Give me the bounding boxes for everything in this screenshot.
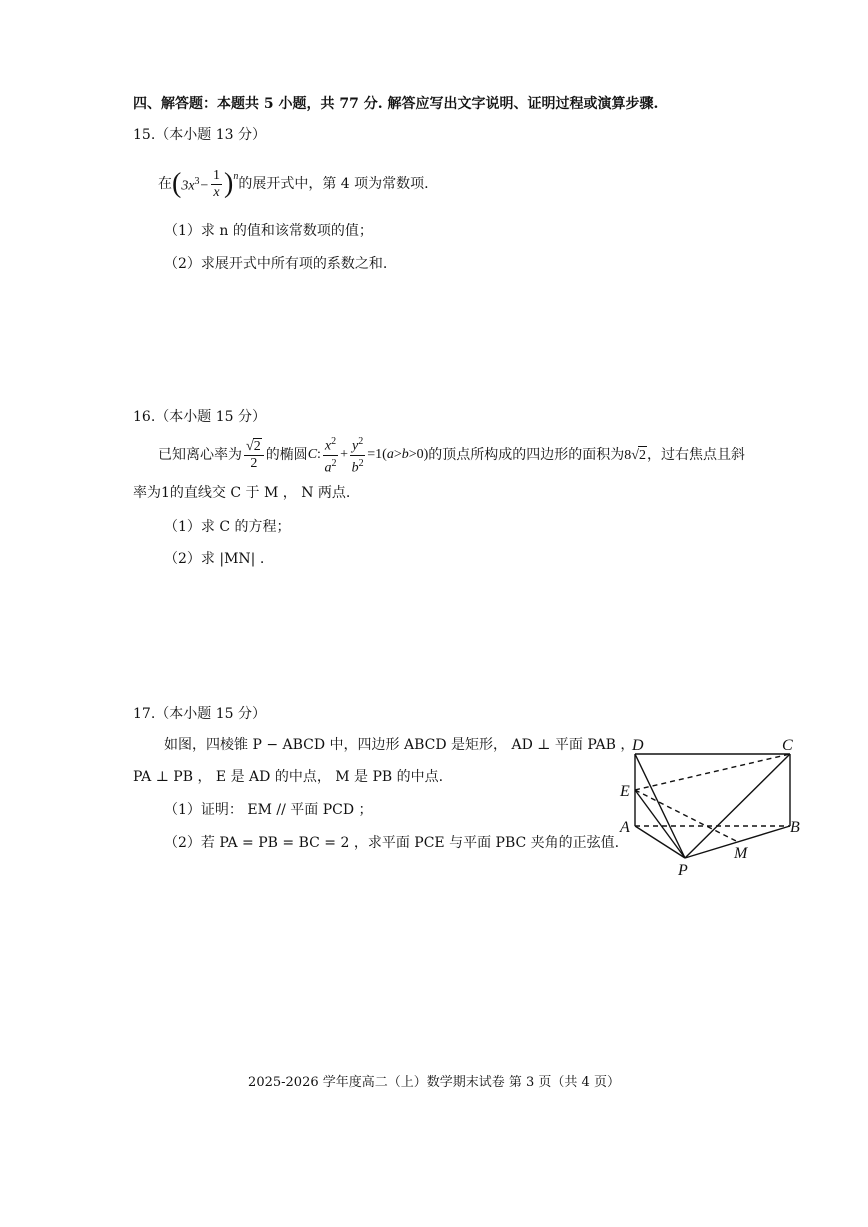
section-heading: 四、解答题：本题共 5 小题，共 77 分. 解答应写出文字说明、证明过程或演算步骤.	[133, 96, 659, 112]
segment-ec	[635, 754, 790, 790]
problem-16-header: 16.（本小题 15 分）	[133, 409, 266, 425]
ellipse-equation: C : $\frac{x^2}{a^2}$ + $\frac{y^2}{b^2}$ =1( a > b >0)	[307, 435, 429, 476]
problem-15-header: 15.（本小题 13 分）	[133, 127, 266, 143]
label-p: P	[678, 862, 688, 879]
label-c: C	[782, 737, 793, 754]
problem-17-header: 17.（本小题 15 分）	[133, 706, 266, 722]
pyramid-figure	[610, 732, 810, 882]
label-a: A	[620, 819, 630, 836]
problem-16-text-a: 已知离心率为	[158, 447, 242, 463]
problem-15-stem-prefix: 在	[158, 176, 172, 192]
problem-17-stem-line-2: PA ⊥ PB ， E 是 AD 的中点， M 是 PB 的中点.	[133, 769, 444, 785]
problem-17-part-1: （1）证明： EM // 平面 PCD ；	[164, 802, 373, 818]
problem-16-text-c: 的顶点所构成的四边形的面积为	[428, 447, 625, 463]
problem-15-part-1: （1）求 n 的值和该常数项的值；	[164, 223, 373, 239]
segment-ep	[635, 790, 685, 858]
segment-em	[635, 790, 738, 842]
problem-16-text-b: 的椭圆	[265, 447, 308, 463]
label-e: E	[620, 783, 630, 800]
eccentricity-value: $\frac{√2}{2}$	[244, 438, 264, 472]
problem-16-part-1: （1）求 C 的方程；	[164, 519, 291, 535]
label-m: M	[734, 845, 748, 862]
problem-15-stem	[158, 164, 429, 204]
problem-17-part-2: （2）若 PA = PB = BC = 2 ，求平面 PCE 与平面 PBC 夹角的正弦值.	[164, 835, 620, 851]
label-d: D	[632, 737, 644, 754]
problem-16-part-2: （2）求 |MN| .	[164, 551, 265, 567]
problem-16-stem-line-2: 率为1的直线交 C 于 M ， N 两点.	[133, 485, 351, 501]
problem-16-text-d: ，过右焦点且斜	[646, 447, 745, 463]
area-value: 8√2	[624, 447, 646, 463]
problem-15-stem-suffix: 的展开式中，第 4 项为常数项.	[238, 176, 429, 192]
problem-16-stem-line-1	[158, 434, 745, 476]
label-b: B	[790, 819, 800, 836]
problem-15-part-2: （2）求展开式中所有项的系数之和.	[164, 256, 388, 272]
problem-17-stem-line-1: 如图，四棱锥 P − ABCD 中，四边形 ABCD 是矩形， AD ⊥ 平面 PAB ，	[164, 737, 635, 753]
binomial-expression: ( $3x^3-$ $\frac{1}{x}$ ) $^n$	[172, 167, 239, 200]
page-footer: 2025-2026 学年度高二（上）数学期末试卷 第 3 页（共 4 页）	[248, 1075, 620, 1090]
